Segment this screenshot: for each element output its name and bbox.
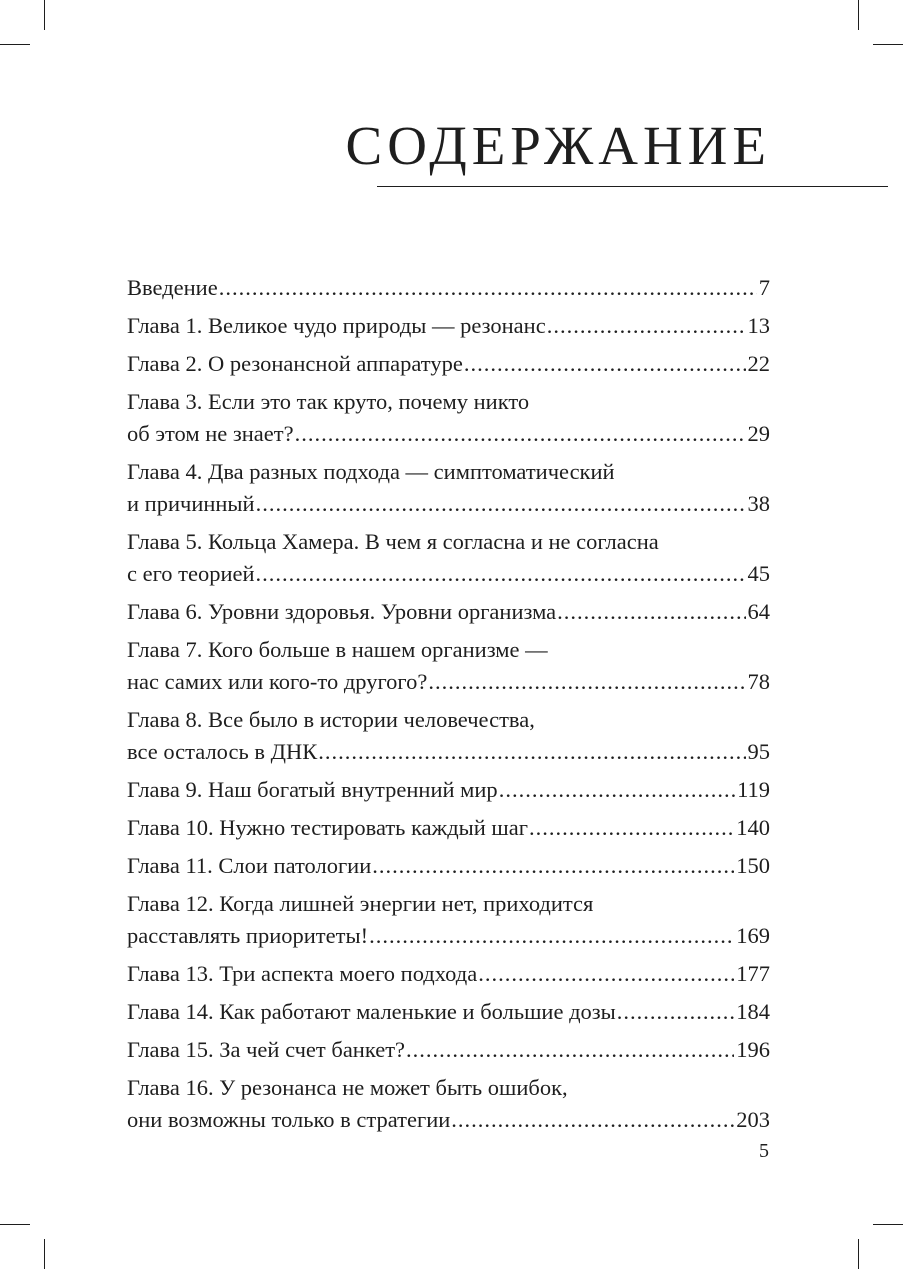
toc-entry-last-line bbox=[127, 920, 770, 952]
crop-mark-bottom-left-vertical bbox=[44, 1239, 45, 1269]
toc-entry-page-number: 203 bbox=[736, 1107, 770, 1132]
toc-entry-title-line: Глава 6. Уровни здоровья. Уровни организма bbox=[127, 599, 557, 624]
toc-entry-title-line: Глава 14. Как работают маленькие и большие дозы bbox=[127, 999, 616, 1024]
toc-entry-page-number: 13 bbox=[747, 313, 770, 338]
toc-entry-title-line: Глава 12. Когда лишней энергии нет, приходится bbox=[127, 891, 594, 916]
dot-leader bbox=[372, 850, 734, 882]
dot-leader bbox=[478, 958, 734, 990]
toc-entry-last-line bbox=[127, 736, 770, 768]
dot-leader bbox=[219, 272, 757, 304]
toc-entry-title-line: Глава 8. Все было в истории человечества, bbox=[127, 707, 535, 732]
dot-leader bbox=[256, 488, 746, 520]
toc-entry-title-line: Введение bbox=[127, 275, 218, 300]
toc-entry-last-line bbox=[127, 812, 770, 844]
toc-entry-last-line bbox=[127, 272, 770, 304]
toc-entry-page-number: 119 bbox=[737, 777, 770, 802]
toc-entry-page-number: 184 bbox=[736, 999, 770, 1024]
toc-entry-page-number: 64 bbox=[747, 599, 770, 624]
crop-mark-bottom-right-horizontal bbox=[873, 1224, 903, 1225]
toc-entry-last-line bbox=[127, 666, 770, 698]
toc-entry-last-line bbox=[127, 348, 770, 380]
toc-entry-last-line bbox=[127, 1104, 770, 1136]
toc-entry bbox=[127, 774, 770, 806]
crop-mark-top-left-vertical bbox=[44, 0, 45, 30]
dot-leader bbox=[557, 596, 745, 628]
toc-entry-page-number: 140 bbox=[736, 815, 770, 840]
dot-leader bbox=[256, 558, 746, 590]
toc-entry-title-line: расставлять приоритеты! bbox=[127, 923, 369, 948]
toc-entry-page-number: 95 bbox=[747, 739, 770, 764]
dot-leader bbox=[464, 348, 746, 380]
toc-entry-last-line bbox=[127, 1034, 770, 1066]
toc-entry-page-number: 150 bbox=[736, 853, 770, 878]
crop-mark-top-left-horizontal bbox=[0, 44, 30, 45]
toc-entry-page-number: 177 bbox=[736, 961, 770, 986]
toc-entry bbox=[127, 1072, 770, 1136]
toc-entry-title-line: они возможны только в стратегии bbox=[127, 1107, 451, 1132]
toc-entry-last-line bbox=[127, 774, 770, 806]
page-title: СОДЕРЖАНИЕ bbox=[345, 115, 771, 176]
toc-entry-title-line: Глава 11. Слои патологии bbox=[127, 853, 372, 878]
dot-leader bbox=[451, 1104, 734, 1136]
toc-entry-last-line bbox=[127, 958, 770, 990]
dot-leader bbox=[529, 812, 734, 844]
toc-entry-title-line: об этом не знает? bbox=[127, 421, 294, 446]
toc-entry bbox=[127, 1034, 770, 1066]
toc-entry-title-line: Глава 2. О резонансной аппаратуре bbox=[127, 351, 463, 376]
dot-leader bbox=[369, 920, 734, 952]
toc-entry-title-line: Глава 4. Два разных подхода — симптоматический bbox=[127, 459, 615, 484]
crop-mark-top-right-vertical bbox=[858, 0, 859, 30]
toc-entry-last-line bbox=[127, 310, 770, 342]
toc-entry-page-number: 22 bbox=[747, 351, 770, 376]
toc-entry-last-line bbox=[127, 596, 770, 628]
crop-mark-bottom-left-horizontal bbox=[0, 1224, 30, 1225]
toc-entry bbox=[127, 272, 770, 304]
toc-entry bbox=[127, 634, 770, 698]
table-of-contents bbox=[127, 272, 770, 1142]
toc-entry bbox=[127, 958, 770, 990]
toc-entry-title-line: все осталось в ДНК bbox=[127, 739, 318, 764]
toc-entry-last-line bbox=[127, 488, 770, 520]
toc-entry-page-number: 29 bbox=[747, 421, 770, 446]
toc-entry-page-number: 45 bbox=[747, 561, 770, 586]
toc-entry bbox=[127, 996, 770, 1028]
crop-mark-top-right-horizontal bbox=[873, 44, 903, 45]
toc-entry bbox=[127, 456, 770, 520]
toc-entry-page-number: 38 bbox=[747, 491, 770, 516]
toc-entry-page-number: 78 bbox=[747, 669, 770, 694]
toc-entry-last-line bbox=[127, 418, 770, 450]
toc-entry bbox=[127, 310, 770, 342]
dot-leader bbox=[617, 996, 734, 1028]
dot-leader bbox=[406, 1034, 734, 1066]
toc-entry-title-line: Глава 5. Кольца Хамера. В чем я согласна и не согласна bbox=[127, 529, 659, 554]
dot-leader bbox=[318, 736, 745, 768]
toc-entry-page-number: 169 bbox=[736, 923, 770, 948]
toc-entry-title-line: Глава 15. За чей счет банкет? bbox=[127, 1037, 406, 1062]
toc-entry-page-number: 196 bbox=[736, 1037, 770, 1062]
toc-entry-last-line bbox=[127, 850, 770, 882]
toc-entry bbox=[127, 526, 770, 590]
toc-entry bbox=[127, 386, 770, 450]
toc-entry-title-line: Глава 1. Великое чудо природы — резонанс bbox=[127, 313, 546, 338]
dot-leader bbox=[547, 310, 746, 342]
toc-entry-title-line: нас самих или кого-то другого? bbox=[127, 669, 428, 694]
dot-leader bbox=[499, 774, 735, 806]
toc-entry-title-line: Глава 9. Наш богатый внутренний мир bbox=[127, 777, 498, 802]
page-number: 5 bbox=[759, 1140, 769, 1162]
toc-entry-title-line: Глава 10. Нужно тестировать каждый шаг bbox=[127, 815, 528, 840]
toc-entry bbox=[127, 812, 770, 844]
toc-entry-page-number: 7 bbox=[758, 275, 770, 300]
toc-entry bbox=[127, 850, 770, 882]
toc-entry-last-line bbox=[127, 996, 770, 1028]
toc-entry-title-line: Глава 7. Кого больше в нашем организме — bbox=[127, 637, 548, 662]
toc-entry-title-line: и причинный bbox=[127, 491, 255, 516]
dot-leader bbox=[428, 666, 745, 698]
toc-entry bbox=[127, 596, 770, 628]
toc-entry-title-line: Глава 3. Если это так круто, почему никто bbox=[127, 389, 530, 414]
toc-entry-title-line: Глава 13. Три аспекта моего подхода bbox=[127, 961, 478, 986]
toc-entry-title-line: Глава 16. У резонанса не может быть ошибок, bbox=[127, 1075, 568, 1100]
toc-entry bbox=[127, 348, 770, 380]
toc-entry bbox=[127, 888, 770, 952]
crop-mark-bottom-right-vertical bbox=[858, 1239, 859, 1269]
toc-entry bbox=[127, 704, 770, 768]
dot-leader bbox=[295, 418, 746, 450]
toc-entry-title-line: с его теорией bbox=[127, 561, 255, 586]
toc-entry-last-line bbox=[127, 558, 770, 590]
title-underline bbox=[377, 186, 888, 187]
